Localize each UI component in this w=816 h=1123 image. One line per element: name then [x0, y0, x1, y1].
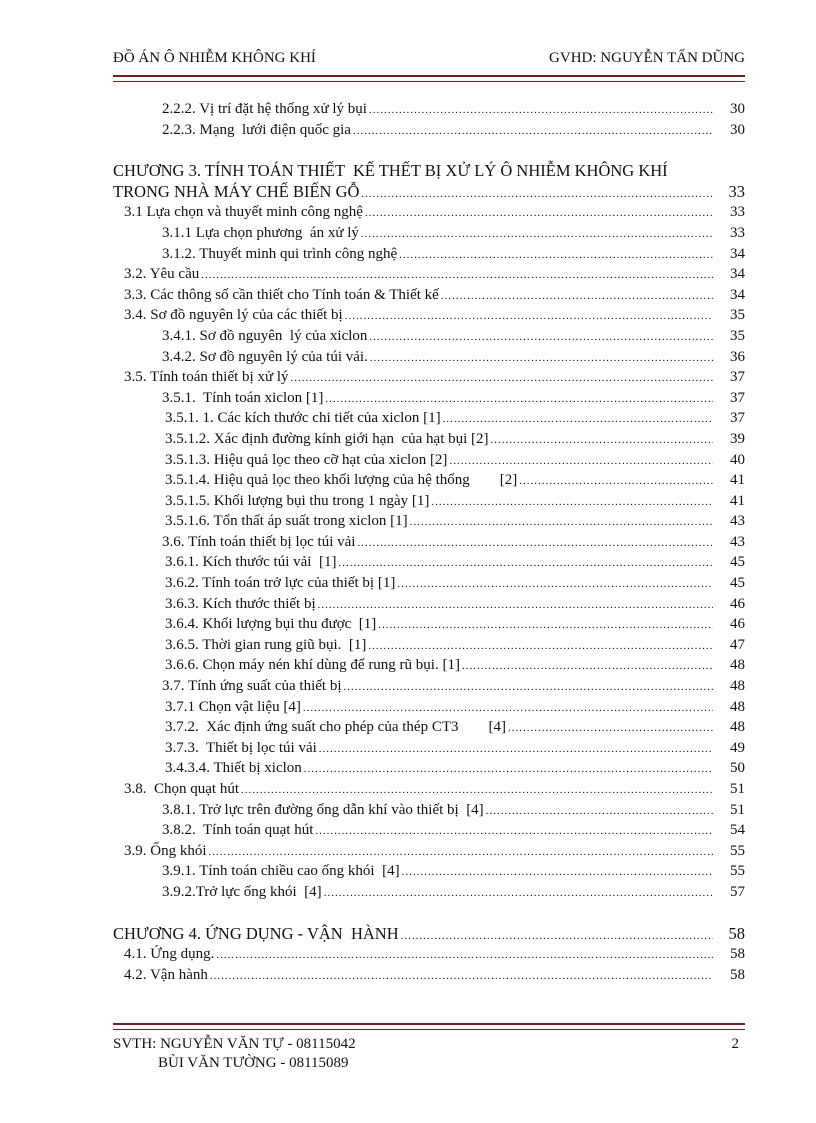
toc-entry-title: 2.2.3. Mạng lưới điện quốc gia — [162, 121, 351, 138]
footer-student-2: BÙI VĂN TƯỜNG - 08115089 — [113, 1055, 349, 1071]
toc-entry-page: 49 — [730, 739, 745, 756]
toc-entry[interactable] — [113, 820, 745, 841]
toc-entry-title: 3.9.1. Tính toán chiều cao ống khói [4] — [162, 863, 400, 880]
toc-entry-title: 2.2.2. Vị trí đặt hệ thống xử lý bụi — [162, 101, 367, 117]
toc-entry-title: 3.8.1. Trở lực trên đường ống dẫn khí vào thiết bị [4] — [162, 801, 484, 818]
toc-entry-title: 3.7.1 Chọn vật liệu [4] — [165, 698, 301, 715]
dot-leader — [462, 656, 713, 677]
toc-entry[interactable] — [113, 223, 745, 244]
toc-entry-title: 3.5.1. 1. Các kích thước chi tiết của xiclon [1] — [165, 410, 441, 427]
toc-entry-title: TRONG NHÀ MÁY CHẾ BIẾN GỖ — [113, 181, 360, 201]
toc-entry-title: 3.6.4. Khối lượng bụi thu được [1] — [165, 616, 377, 633]
toc-entry-page: 57 — [730, 883, 745, 900]
toc-entry-title: 3.6.2. Tính toán trở lực của thiết bị [1] — [165, 575, 396, 592]
dot-leader — [397, 574, 713, 595]
toc-entry-page: 55 — [730, 863, 745, 880]
dot-leader — [369, 327, 713, 348]
toc-entry-title: 3.5.1.4. Hiệu quả lọc theo khối lượng của hệ thống [2] — [165, 472, 518, 489]
dot-leader — [324, 883, 713, 904]
toc-entry-page: 37 — [730, 369, 745, 386]
dot-leader — [486, 801, 713, 822]
toc-entry-page: 33 — [728, 181, 745, 201]
toc-entry-page: 45 — [730, 554, 745, 571]
toc-entry[interactable] — [113, 697, 745, 718]
toc-entry-title: 3.8. Chọn quạt hút — [124, 781, 239, 797]
toc-entry[interactable] — [113, 285, 745, 306]
toc-entry[interactable] — [113, 470, 745, 491]
toc-entry-page: 50 — [730, 760, 745, 777]
toc-entry-title: 3.1.1 Lựa chọn phương án xử lý — [162, 224, 359, 241]
toc-entry-title: 3.6.1. Kích thước túi vải [1] — [165, 554, 337, 571]
header-right: GVHD: NGUYỄN TẤN DŨNG — [549, 50, 745, 66]
toc-entry-page: 41 — [730, 472, 745, 489]
toc-entry[interactable] — [113, 305, 745, 326]
toc-entry[interactable] — [113, 573, 745, 594]
toc-entry-page: 43 — [730, 533, 745, 550]
toc-entry[interactable] — [113, 511, 745, 532]
toc-entry[interactable] — [113, 264, 745, 285]
toc-entry[interactable] — [113, 491, 745, 512]
dot-leader — [291, 368, 713, 389]
toc-entry-page: 35 — [730, 327, 745, 344]
dot-leader — [491, 430, 713, 451]
dot-leader — [361, 224, 713, 245]
toc-entry-page: 46 — [730, 616, 745, 633]
toc-entry-page: 33 — [730, 224, 745, 241]
table-of-contents — [113, 99, 745, 985]
toc-entry-page: 37 — [730, 410, 745, 427]
dot-leader — [216, 945, 713, 966]
toc-entry-title: 3.8.2. Tính toán quạt hút — [162, 822, 314, 839]
dot-leader — [357, 533, 713, 554]
toc-entry-title: 3.9. Ống khói — [124, 842, 207, 859]
toc-chapter-entry[interactable] — [113, 182, 745, 203]
toc-entry-page: 34 — [730, 286, 745, 303]
toc-entry-page: 36 — [730, 348, 745, 365]
toc-entry-title: 4.1. Ứng dụng. — [124, 946, 215, 963]
toc-entry-page: 46 — [730, 595, 745, 612]
toc-entry[interactable] — [113, 635, 745, 656]
toc-entry-page: 58 — [728, 923, 745, 943]
toc-entry-title: 3.5.1. Tính toán xiclon [1] — [162, 389, 324, 406]
toc-entry[interactable] — [113, 388, 745, 409]
toc-entry-page: 48 — [730, 678, 745, 695]
toc-entry-title: 3.1 Lựa chọn và thuyết minh công nghệ — [124, 204, 363, 221]
toc-entry[interactable] — [113, 552, 745, 573]
dot-leader — [369, 100, 713, 121]
toc-entry-title: 3.7.3. Thiết bị lọc túi vải — [165, 739, 317, 756]
toc-entry-page: 43 — [730, 513, 745, 530]
toc-entry-title: 3.3. Các thông số cần thiết cho Tính toán & Thiết kế — [124, 286, 439, 303]
toc-entry-page: 37 — [730, 389, 745, 406]
toc-entry[interactable] — [113, 800, 745, 821]
toc-entry[interactable] — [113, 408, 745, 429]
toc-spacer — [113, 903, 745, 924]
dot-leader — [209, 842, 714, 863]
toc-entry[interactable] — [113, 758, 745, 779]
page-number: 2 — [731, 1036, 739, 1052]
dot-leader — [318, 595, 713, 616]
toc-entry[interactable] — [113, 244, 745, 265]
dot-leader — [368, 636, 713, 657]
footer-student-1: SVTH: NGUYỄN VĂN TỰ - 08115042 — [113, 1036, 356, 1052]
toc-entry-page: 58 — [730, 946, 745, 963]
toc-entry-page: 51 — [730, 801, 745, 818]
toc-entry-page: 54 — [730, 822, 745, 839]
toc-entry-title: 4.2. Vận hành — [124, 966, 208, 983]
dot-leader — [325, 389, 713, 410]
toc-entry[interactable] — [113, 944, 745, 965]
dot-leader — [241, 780, 713, 801]
toc-chapter-entry[interactable] — [113, 924, 745, 945]
dot-leader — [365, 203, 713, 224]
toc-entry[interactable] — [113, 367, 745, 388]
dot-leader — [443, 409, 713, 430]
dot-leader — [410, 512, 713, 533]
page-footer — [113, 1035, 745, 1073]
toc-entry-page: 47 — [730, 636, 745, 653]
toc-entry-title: 3.6.3. Kích thước thiết bị — [165, 595, 316, 612]
toc-entry-title: 3.4.3.4. Thiết bị xiclon — [165, 760, 302, 777]
toc-entry[interactable] — [113, 429, 745, 450]
dot-leader — [519, 471, 713, 492]
dot-leader — [315, 821, 713, 842]
toc-entry-title: 3.5.1.3. Hiệu quả lọc theo cỡ hạt của xiclon [2] — [165, 451, 448, 468]
toc-entry[interactable] — [113, 676, 745, 697]
toc-entry-page: 51 — [730, 781, 745, 797]
dot-leader — [304, 759, 713, 780]
dot-leader — [441, 286, 713, 307]
toc-entry[interactable] — [113, 655, 745, 676]
toc-entry-title: CHƯƠNG 4. ỨNG DỤNG - VẬN HÀNH — [113, 923, 399, 943]
toc-entry[interactable] — [113, 450, 745, 471]
toc-entry-title: 3.5.1.6. Tổn thất áp suất trong xiclon [1] — [165, 513, 408, 530]
toc-entry-title: CHƯƠNG 3. TÍNH TOÁN THIẾT KẾ THẾT BỊ XỬ LÝ Ô NHIỄM KHÔNG KHÍ — [113, 161, 668, 181]
toc-entry-title: 3.7. Tính ứng suất của thiết bị — [162, 678, 342, 695]
dot-leader — [399, 245, 713, 266]
toc-entry-page: 30 — [730, 101, 745, 117]
toc-entry-page: 48 — [730, 719, 745, 736]
toc-entry-page: 55 — [730, 842, 745, 859]
toc-entry-title: 3.4.2. Sơ đồ nguyên lý của túi vải. — [162, 348, 368, 365]
toc-entry-page: 58 — [730, 966, 745, 983]
toc-entry[interactable] — [113, 347, 745, 368]
footer-rule — [113, 1023, 745, 1030]
toc-entry-page: 48 — [730, 698, 745, 715]
dot-leader — [210, 966, 713, 987]
toc-entry[interactable] — [113, 532, 745, 553]
toc-entry-title: 3.2. Yêu cầu — [124, 266, 200, 283]
toc-entry-page: 34 — [730, 266, 745, 283]
toc-entry[interactable] — [113, 202, 745, 223]
toc-entry[interactable] — [113, 120, 745, 141]
toc-entry[interactable] — [113, 965, 745, 986]
toc-entry-page: 30 — [730, 121, 745, 138]
toc-entry[interactable] — [113, 594, 745, 615]
dot-leader — [201, 265, 713, 286]
dot-leader — [361, 184, 713, 205]
toc-spacer — [113, 140, 745, 161]
dot-leader — [303, 698, 713, 719]
dot-leader — [378, 615, 713, 636]
toc-entry-page: 33 — [730, 204, 745, 221]
toc-entry-title: 3.4.1. Sơ đồ nguyên lý của xiclon — [162, 327, 368, 344]
dot-leader — [344, 677, 714, 698]
page-header — [113, 50, 745, 67]
dot-leader — [431, 492, 713, 513]
toc-entry[interactable] — [113, 326, 745, 347]
dot-leader — [370, 348, 713, 369]
toc-entry-page: 48 — [730, 657, 745, 674]
header-rule — [113, 75, 745, 82]
dot-leader — [449, 451, 713, 472]
toc-entry[interactable] — [113, 614, 745, 635]
toc-entry[interactable] — [113, 779, 745, 800]
toc-entry-title: 3.7.2. Xác định ứng suất cho phép của thép CT3 [4] — [165, 719, 506, 736]
toc-entry-title: 3.4. Sơ đồ nguyên lý của các thiết bị — [124, 307, 343, 324]
dot-leader — [508, 718, 713, 739]
toc-chapter-entry[interactable] — [113, 161, 745, 182]
toc-entry[interactable] — [113, 861, 745, 882]
dot-leader — [402, 862, 713, 883]
toc-entry-title: 3.6.6. Chọn máy nén khí dùng để rung rũ bụi. [1] — [165, 657, 460, 674]
dot-leader — [345, 306, 713, 327]
toc-entry[interactable] — [113, 882, 745, 903]
toc-entry-page: 35 — [730, 307, 745, 324]
toc-entry-title: 3.5. Tính toán thiết bị xử lý — [124, 369, 289, 386]
toc-entry-title: 3.6.5. Thời gian rung giũ bụi. [1] — [165, 636, 367, 653]
dot-leader — [401, 926, 713, 947]
dot-leader — [319, 739, 713, 760]
toc-entry[interactable] — [113, 717, 745, 738]
toc-entry-title: 3.6. Tính toán thiết bị lọc túi vải — [162, 533, 356, 550]
toc-entry-page: 39 — [730, 430, 745, 447]
toc-entry-page: 34 — [730, 245, 745, 262]
toc-entry-page: 41 — [730, 492, 745, 509]
dot-leader — [338, 553, 713, 574]
dot-leader — [353, 121, 713, 142]
toc-entry[interactable] — [113, 99, 745, 120]
toc-entry-page: 40 — [730, 451, 745, 468]
toc-entry-title: 3.5.1.5. Khối lượng bụi thu trong 1 ngày [1] — [165, 492, 430, 509]
toc-entry-title: 3.9.2.Trở lực ống khói [4] — [162, 883, 322, 900]
header-left: ĐỒ ÁN Ô NHIỄM KHÔNG KHÍ — [113, 50, 316, 66]
toc-entry-page: 45 — [730, 575, 745, 592]
toc-entry-title: 3.5.1.2. Xác định đường kính giới hạn của hạt bụi [2] — [165, 430, 489, 447]
toc-entry[interactable] — [113, 738, 745, 759]
toc-entry[interactable] — [113, 841, 745, 862]
toc-entry-title: 3.1.2. Thuyết minh qui trình công nghệ — [162, 245, 398, 262]
